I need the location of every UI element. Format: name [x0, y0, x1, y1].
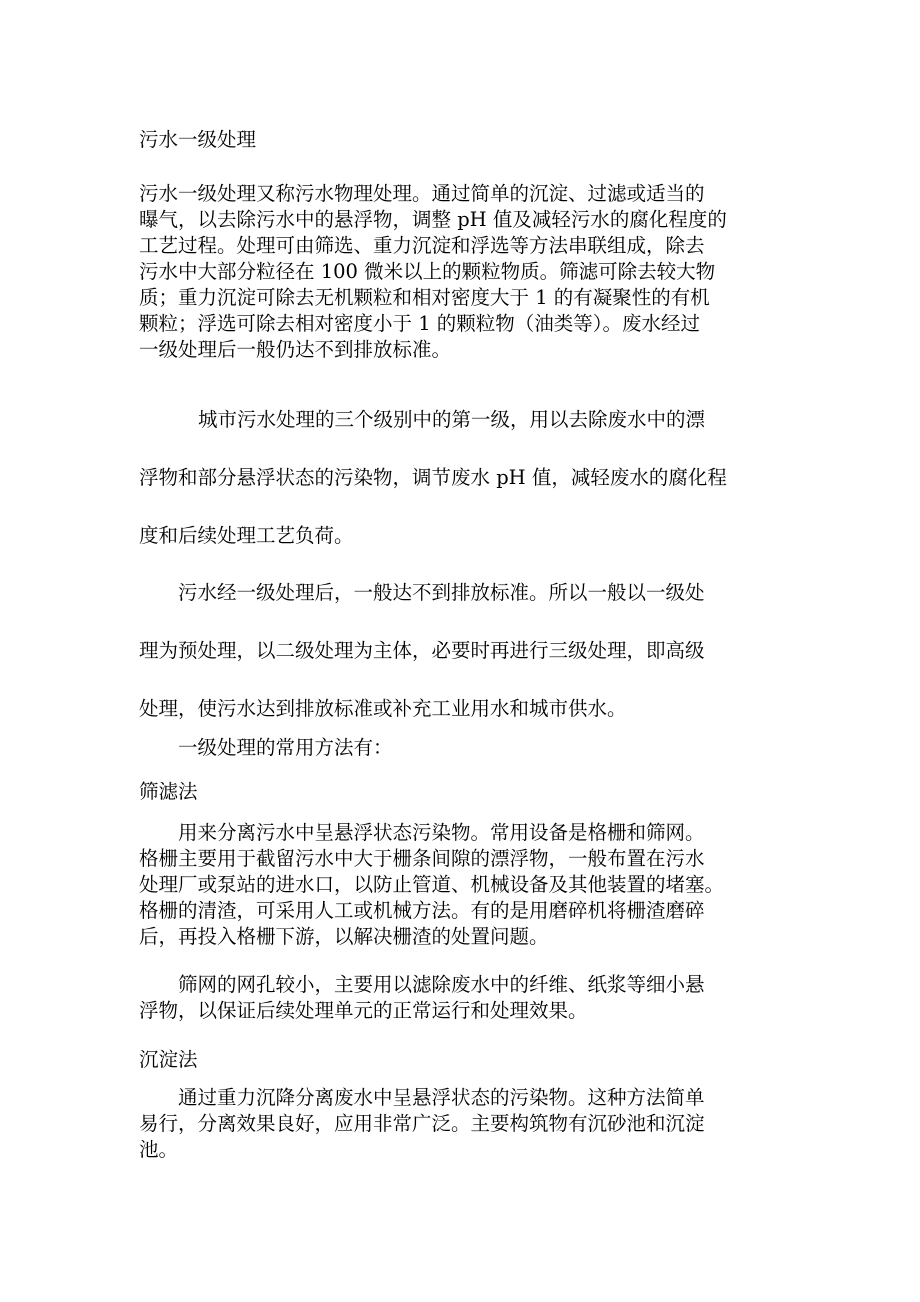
screen-paragraph — [139, 972, 779, 1024]
after-treatment-paragraph — [139, 580, 779, 754]
methods-intro: 一级处理的常用方法有： — [178, 736, 393, 759]
city-line: 城市污水处理的三个级别中的第一级，用以去除废水中的漂 — [198, 408, 706, 431]
filter-heading: 筛滤法 — [139, 780, 198, 803]
city-line: 浮物和部分悬浮状态的污染物，调节废水 pH 值，减轻废水的腐化程 — [139, 466, 727, 489]
sediment-heading: 沉淀法 — [139, 1048, 198, 1071]
document-title: 污水一级处理 — [139, 128, 257, 151]
after-line: 理为预处理，以二级处理为主体，必要时再进行三级处理，即高级 — [139, 639, 705, 662]
sediment-line: 通过重力沉降分离废水中呈悬浮状态的污染物。这种方法简单 — [178, 1086, 705, 1109]
filter-line: 格栅主要用于截留污水中大于栅条间隙的漂浮物，一般布置在污水 — [139, 847, 705, 870]
screen-line: 筛网的网孔较小，主要用以滤除废水中的纤维、纸浆等细小悬 — [178, 973, 705, 996]
city-line: 度和后续处理工艺负荷。 — [139, 524, 354, 547]
sediment-line: 易行，分离效果良好，应用非常广泛。主要构筑物有沉砂池和沉淀 — [139, 1112, 705, 1135]
intro-line: 颗粒；浮选可除去相对密度小于 1 的颗粒物（油类等）。废水经过 — [139, 312, 701, 335]
intro-paragraph — [139, 181, 779, 363]
filter-line: 用来分离污水中呈悬浮状态污染物。常用设备是格栅和筛网。 — [178, 821, 705, 844]
filter-line: 格栅的清渣，可采用人工或机械方法。有的是用磨碎机将栅渣磨碎 — [139, 899, 705, 922]
intro-line: 一级处理后一般仍达不到排放标准。 — [139, 338, 452, 361]
intro-line: 质；重力沉淀可除去无机颗粒和相对密度大于 1 的有凝聚性的有机 — [139, 286, 710, 309]
after-line: 污水经一级处理后，一般达不到排放标准。所以一般以一级处 — [178, 581, 705, 604]
city-sewage-paragraph — [139, 407, 779, 581]
intro-line: 污水一级处理又称污水物理处理。通过简单的沉淀、过滤或适当的 — [139, 182, 705, 205]
filter-line: 处理厂或泵站的进水口，以防止管道、机械设备及其他装置的堵塞。 — [139, 873, 725, 896]
filter-line: 后，再投入格栅下游，以解决栅渣的处置问题。 — [139, 925, 549, 948]
filter-paragraph — [139, 820, 779, 950]
after-line: 处理，使污水达到排放标准或补充工业用水和城市供水。 — [139, 697, 627, 720]
intro-line: 曝气，以去除污水中的悬浮物，调整 pH 值及减轻污水的腐化程度的 — [139, 208, 727, 231]
sediment-line: 池。 — [139, 1138, 179, 1161]
screen-line: 浮物，以保证后续处理单元的正常运行和处理效果。 — [139, 999, 588, 1022]
sediment-paragraph — [139, 1085, 779, 1163]
intro-line: 工艺过程。处理可由筛选、重力沉淀和浮选等方法串联组成，除去 — [139, 234, 705, 257]
intro-line: 污水中大部分粒径在 100 微米以上的颗粒物质。筛滤可除去较大物 — [139, 260, 716, 283]
